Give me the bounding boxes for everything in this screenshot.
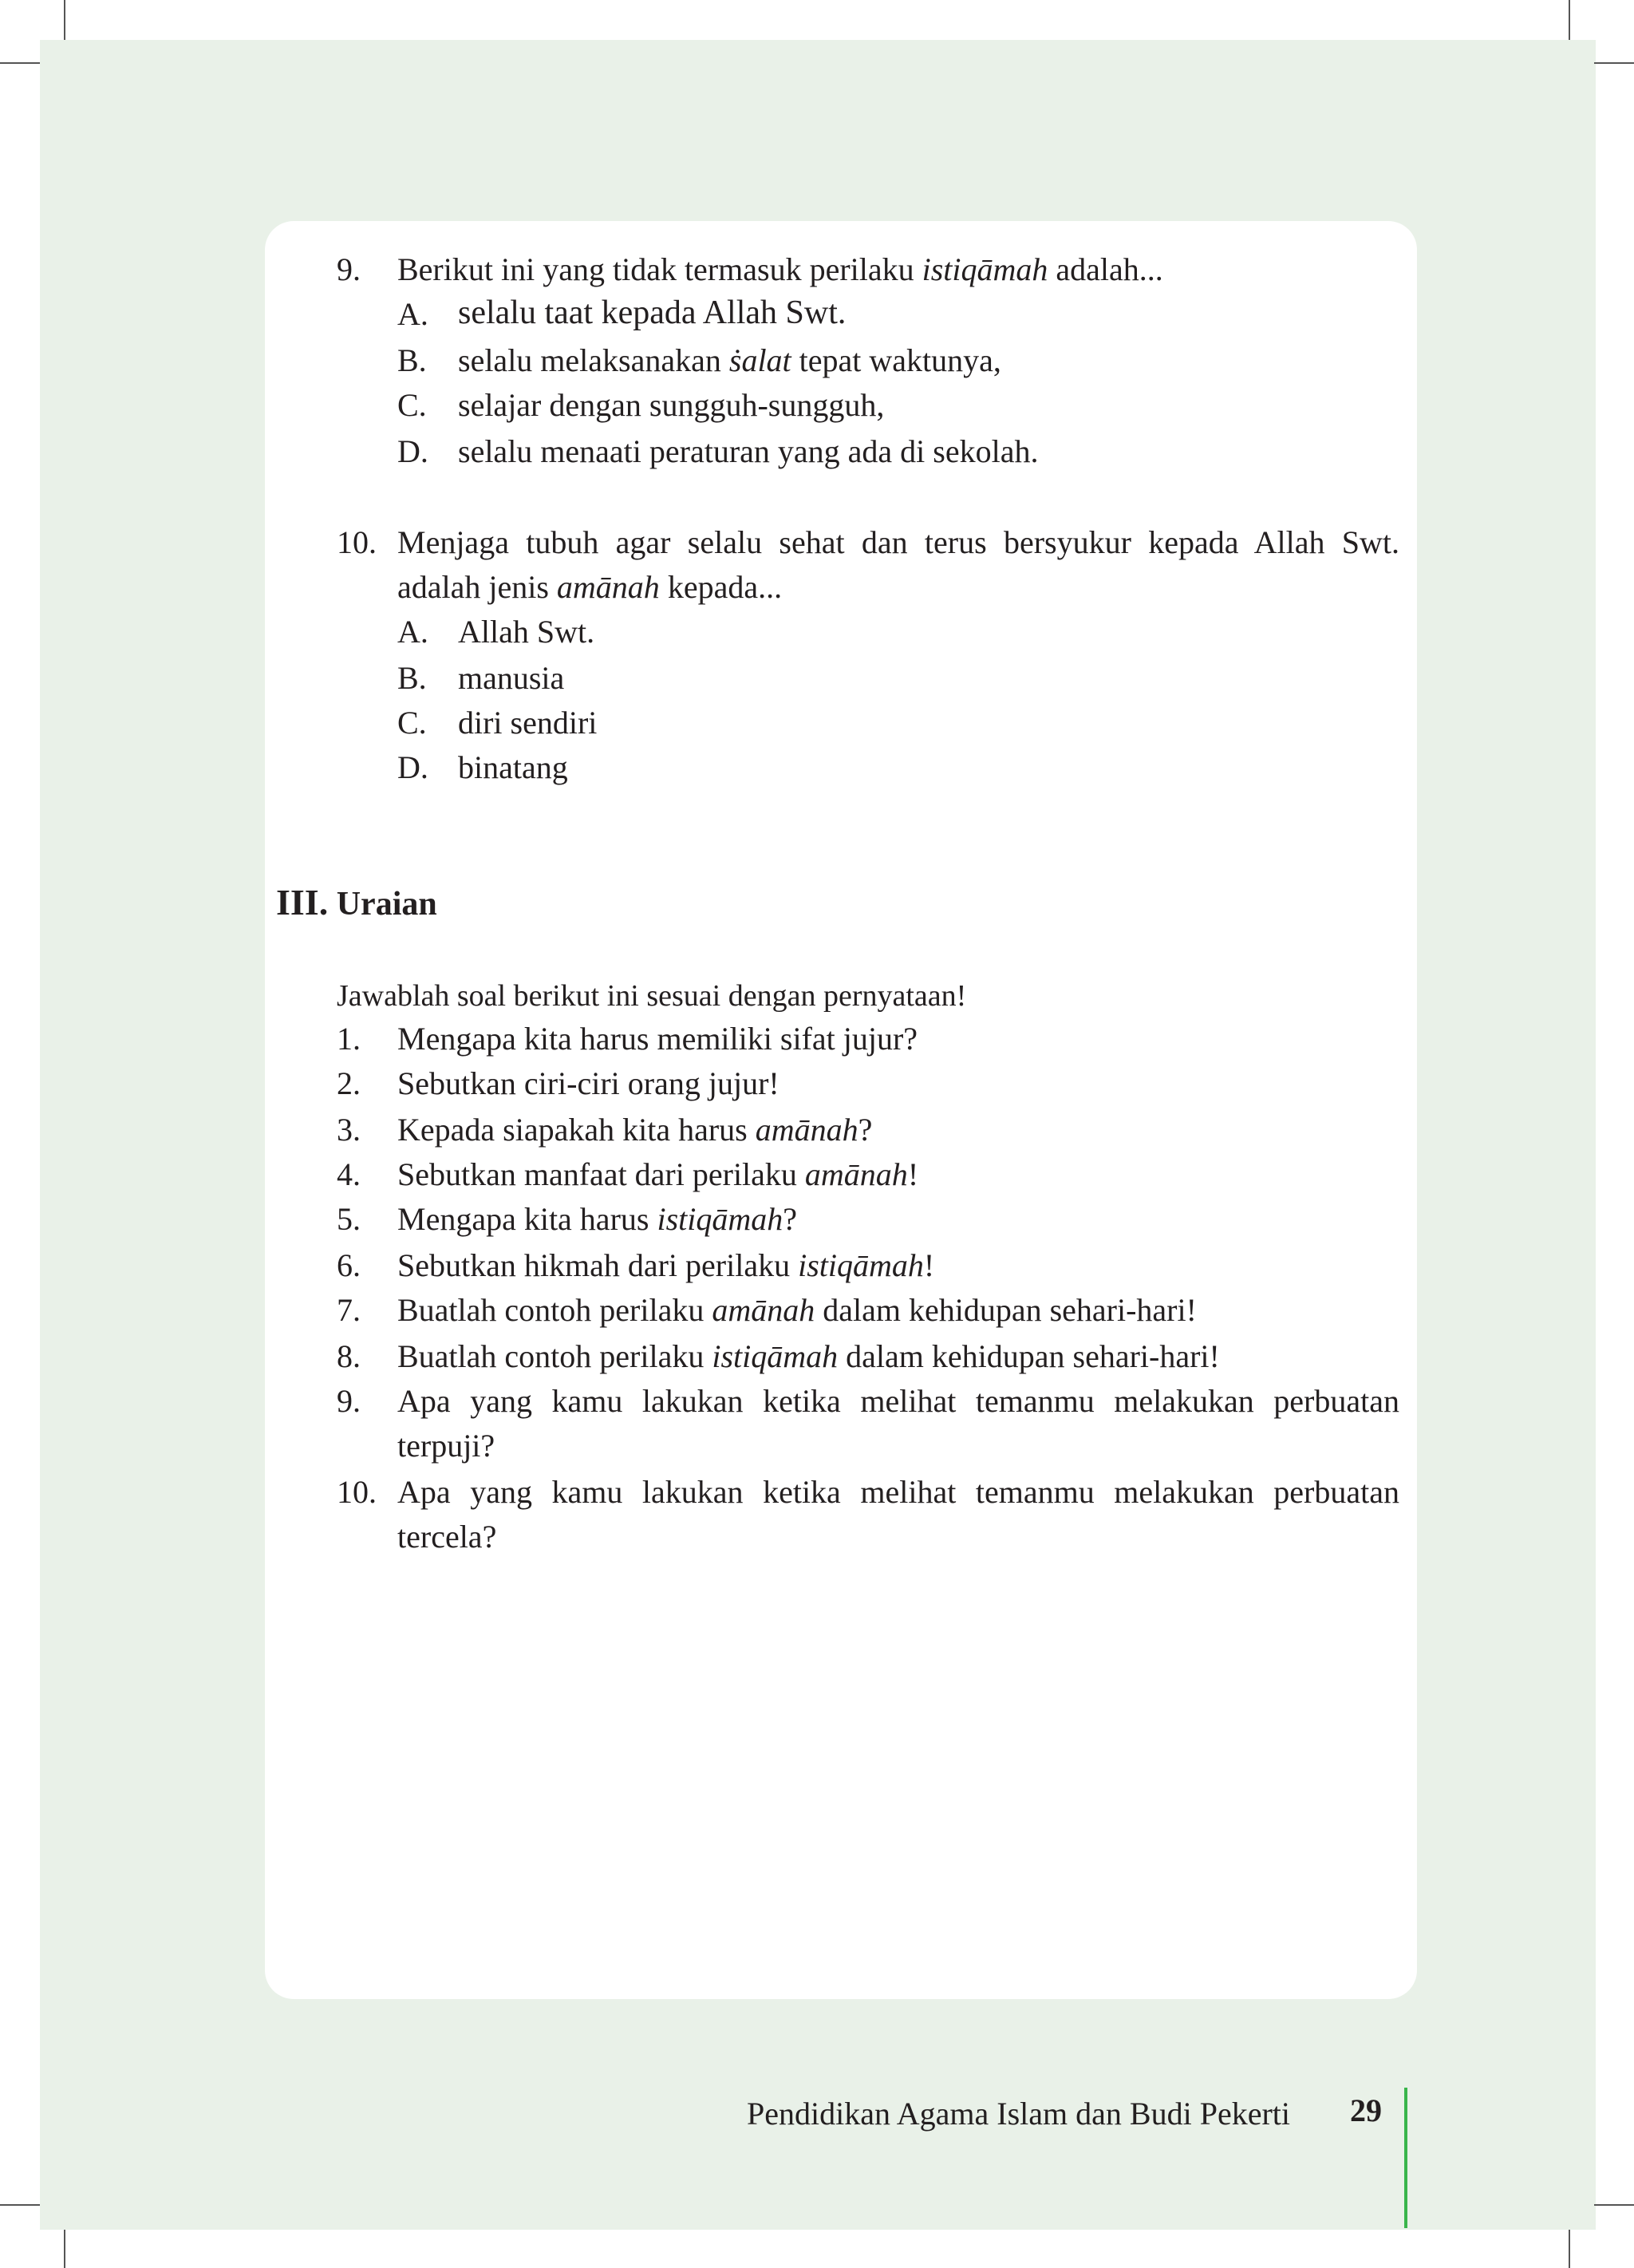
list-item: Kepada siapakah kita harus amānah? <box>397 1112 873 1148</box>
list-item: Mengapa kita harus memiliki sifat jujur? <box>397 1021 918 1057</box>
list-item: Sebutkan manfaat dari perilaku amānah! <box>397 1156 919 1192</box>
crop-mark <box>1594 62 1634 64</box>
crop-mark <box>64 2230 65 2268</box>
question-text: Berikut ini yang tidak termasuk perilaku istiqāmah adalah... <box>397 251 1163 287</box>
option-letter: B. <box>397 342 427 378</box>
option-letter: D. <box>397 433 428 469</box>
list-item: Apa yang kamu lakukan ketika melihat temanmu melakukan perbuatan <box>397 1383 1399 1419</box>
list-item-number: 8. <box>337 1338 361 1374</box>
list-item-number: 1. <box>337 1021 361 1057</box>
essay-instruction: Jawablah soal berikut ini sesuai dengan pernyataan! <box>337 979 967 1013</box>
footer-book-title: Pendidikan Agama Islam dan Budi Pekerti <box>747 2096 1290 2132</box>
list-item-number: 6. <box>337 1247 361 1283</box>
list-item-number: 9. <box>337 1383 361 1419</box>
option-letter: C. <box>397 387 427 423</box>
list-item: Buatlah contoh perilaku amānah dalam kehidupan sehari-hari! <box>397 1292 1197 1328</box>
section-title: Uraian <box>336 886 437 923</box>
question-number: 9. <box>337 251 361 287</box>
crop-mark <box>0 62 40 64</box>
list-item-number: 4. <box>337 1156 361 1192</box>
crop-mark <box>1594 2204 1634 2206</box>
list-item: Mengapa kita harus istiqāmah? <box>397 1201 798 1237</box>
option-text: selalu melaksanakan ṡalat tepat waktunya, <box>458 342 1001 378</box>
question-number: 10. <box>337 524 377 560</box>
option-text: manusia <box>458 660 565 696</box>
crop-mark <box>0 2204 40 2206</box>
option-letter: A. <box>397 296 428 332</box>
option-text: binatang <box>458 749 568 785</box>
list-item-continued: terpuji? <box>397 1428 495 1464</box>
option-text: selajar dengan sungguh-sungguh, <box>458 387 885 423</box>
list-item-number: 7. <box>337 1292 361 1328</box>
option-text: diri sendiri <box>458 705 598 741</box>
list-item-number: 10. <box>337 1474 377 1510</box>
page-number: 29 <box>1350 2092 1382 2128</box>
option-text: selalu menaati peraturan yang ada di sekolah. <box>458 433 1039 469</box>
question-text-continued: adalah jenis amānah kepada... <box>397 569 783 605</box>
option-letter: B. <box>397 660 427 696</box>
list-item-number: 5. <box>337 1201 361 1237</box>
list-item: Buatlah contoh perilaku istiqāmah dalam kehidupan sehari-hari! <box>397 1338 1220 1374</box>
crop-mark <box>1569 0 1570 40</box>
list-item: Apa yang kamu lakukan ketika melihat temanmu melakukan perbuatan <box>397 1474 1399 1510</box>
option-letter: A. <box>397 614 428 650</box>
crop-mark <box>1569 2230 1570 2268</box>
footer-accent-bar <box>1404 2088 1407 2228</box>
section-heading <box>276 883 437 924</box>
option-letter: D. <box>397 749 428 785</box>
list-item-number: 2. <box>337 1065 361 1101</box>
crop-mark <box>64 0 65 40</box>
option-text: Allah Swt. <box>458 614 595 650</box>
content-card <box>265 221 1417 1999</box>
option-text: selalu taat kepada Allah Swt. <box>458 294 847 331</box>
list-item-continued: tercela? <box>397 1519 497 1555</box>
list-item-number: 3. <box>337 1112 361 1148</box>
section-number: III. <box>276 882 329 923</box>
question-text: Menjaga tubuh agar selalu sehat dan terus bersyukur kepada Allah Swt. <box>397 524 1399 560</box>
list-item: Sebutkan hikmah dari perilaku istiqāmah! <box>397 1247 935 1283</box>
option-letter: C. <box>397 705 427 741</box>
list-item: Sebutkan ciri-ciri orang jujur! <box>397 1065 780 1101</box>
